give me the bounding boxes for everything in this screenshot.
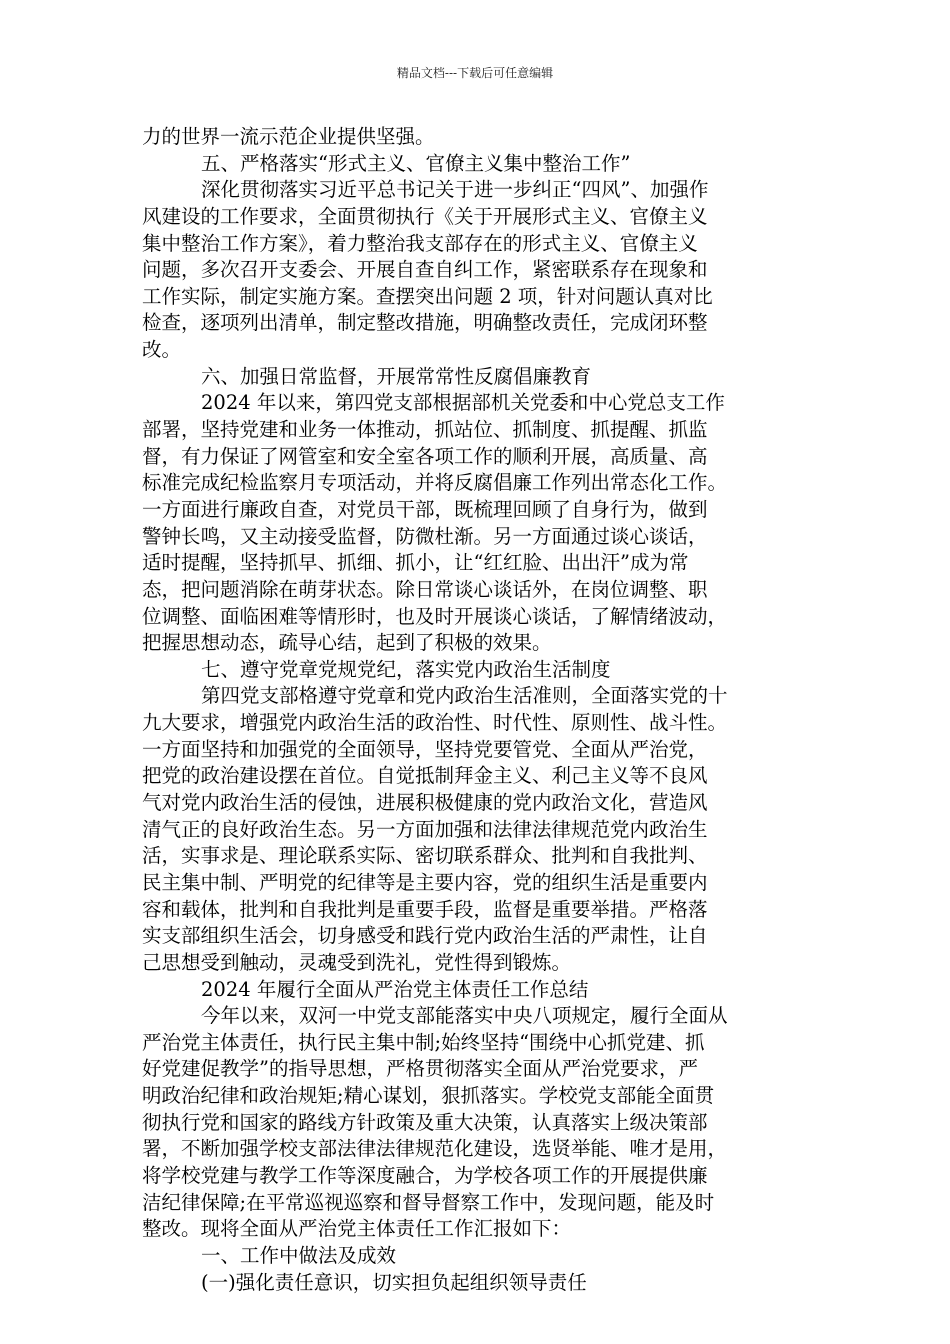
text-line: 七、遵守党章党规党纪，落实党内政治生活制度 — [201, 657, 611, 681]
text-line: 整改。现将全面从严治党主体责任工作汇报如下： — [142, 1217, 572, 1241]
text-line: 问题，多次召开支委会、开展自查自纠工作，紧密联系存在现象和 — [142, 258, 708, 282]
text-line: 2024 年以来，第四党支部根据部机关党委和中心党总支工作 — [201, 391, 725, 415]
text-line: 把党的政治建设摆在首位。自觉抵制拜金主义、利己主义等不良风 — [142, 764, 708, 788]
text-line: 改。 — [142, 338, 182, 362]
text-line: 集中整治工作方案》，着力整治我支部存在的形式主义、官僚主义 — [142, 231, 698, 255]
text-line: 力的世界一流示范企业提供坚强。 — [142, 125, 435, 148]
text-line: 五、严格落实“形式主义、官僚主义集中整治工作” — [201, 151, 631, 175]
text-line: 实支部组织生活会，切身感受和践行党内政治生活的严肃性，让自 — [142, 924, 708, 948]
text-line: 检查，逐项列出清单，制定整改措施，明确整改责任，完成闭环整 — [142, 311, 708, 335]
text-line: 署，不断加强学校支部法律法律规范化建设，选贤举能、唯才是用， — [142, 1137, 728, 1161]
text-line: 深化贯彻落实习近平总书记关于进一步纠正“四风”、加强作 — [201, 178, 709, 202]
text-line: 今年以来，双河一中党支部能落实中央八项规定，履行全面从 — [201, 1004, 728, 1028]
text-line: 活，实事求是、理论联系实际、密切联系群众、批判和自我批判、 — [142, 844, 708, 868]
text-line: 警钟长鸣，又主动接受监督，防微杜渐。另一方面通过谈心谈话， — [142, 524, 708, 548]
text-line: 九大要求，增强党内政治生活的政治性、时代性、原则性、战斗性。 — [142, 711, 728, 735]
text-line: 严治党主体责任，执行民主集中制;始终坚持“围绕中心抓党建、抓 — [142, 1030, 705, 1054]
text-line: 风建设的工作要求，全面贯彻执行《关于开展形式主义、官僚主义 — [142, 204, 708, 228]
text-line: 将学校党建与教学工作等深度融合，为学校各项工作的开展提供廉 — [142, 1163, 708, 1187]
page-header: 精品文档---下载后可任意编辑 — [396, 66, 554, 80]
text-line: 民主集中制、严明党的纪律等是主要内容，党的组织生活是重要内 — [142, 870, 708, 894]
text-line: 一方面进行廉政自查，对党员干部，既梳理回顾了自身行为，做到 — [142, 497, 708, 521]
text-line: 一方面坚持和加强党的全面领导，坚持党要管党、全面从严治党， — [142, 737, 708, 761]
text-line: 一、工作中做法及成效 — [201, 1243, 397, 1267]
text-line: 六、加强日常监督，开展常常性反腐倡廉教育 — [201, 364, 592, 388]
text-line: 第四党支部格遵守党章和党内政治生活准则，全面落实党的十 — [201, 684, 728, 708]
text-line: 洁纪律保障;在平常巡视巡察和督导督察工作中，发现问题，能及时 — [142, 1190, 715, 1214]
text-line: 明政治纪律和政治规矩;精心谋划，狠抓落实。学校党支部能全面贯 — [142, 1084, 715, 1108]
text-line: 适时提醒，坚持抓早、抓细、抓小，让“红红脸、出出汗”成为常 — [142, 551, 689, 575]
text-line: 位调整、面临困难等情形时，也及时开展谈心谈话，了解情绪波动， — [142, 604, 728, 628]
text-line: 标准完成纪检监察月专项活动，并将反腐倡廉工作列出常态化工作。 — [142, 471, 728, 495]
text-line: (一)强化责任意识，切实担负起组织领导责任 — [201, 1270, 587, 1294]
text-line: 态，把问题消除在萌芽状态。除日常谈心谈话外，在岗位调整、职 — [142, 577, 708, 601]
text-line: 2024 年履行全面从严治党主体责任工作总结 — [201, 977, 589, 1001]
text-line: 彻执行党和国家的路线方针政策及重大决策，认真落实上级决策部 — [142, 1110, 708, 1134]
text-line: 部署，坚持党建和业务一体推动，抓站位、抓制度、抓提醒、抓监 — [142, 418, 708, 442]
text-line: 把握思想动态，疏导心结，起到了积极的效果。 — [142, 631, 552, 655]
text-line: 清气正的良好政治生态。另一方面加强和法律法律规范党内政治生 — [142, 817, 708, 841]
text-line: 好党建促教学”的指导思想，严格贯彻落实全面从严治党要求，严 — [142, 1057, 698, 1081]
text-line: 督，有力保证了网管室和安全室各项工作的顺利开展，高质量、高 — [142, 444, 708, 468]
document-body — [142, 124, 814, 1296]
text-line: 己思想受到触动，灵魂受到洗礼，党性得到锻炼。 — [142, 950, 572, 974]
text-line: 工作实际，制定实施方案。查摆突出问题 2 项，针对问题认真对比 — [142, 284, 713, 308]
text-line: 气对党内政治生活的侵蚀，进展积极健康的党内政治文化，营造风 — [142, 791, 708, 815]
text-line: 容和载体，批判和自我批判是重要手段，监督是重要举措。严格落 — [142, 897, 708, 921]
